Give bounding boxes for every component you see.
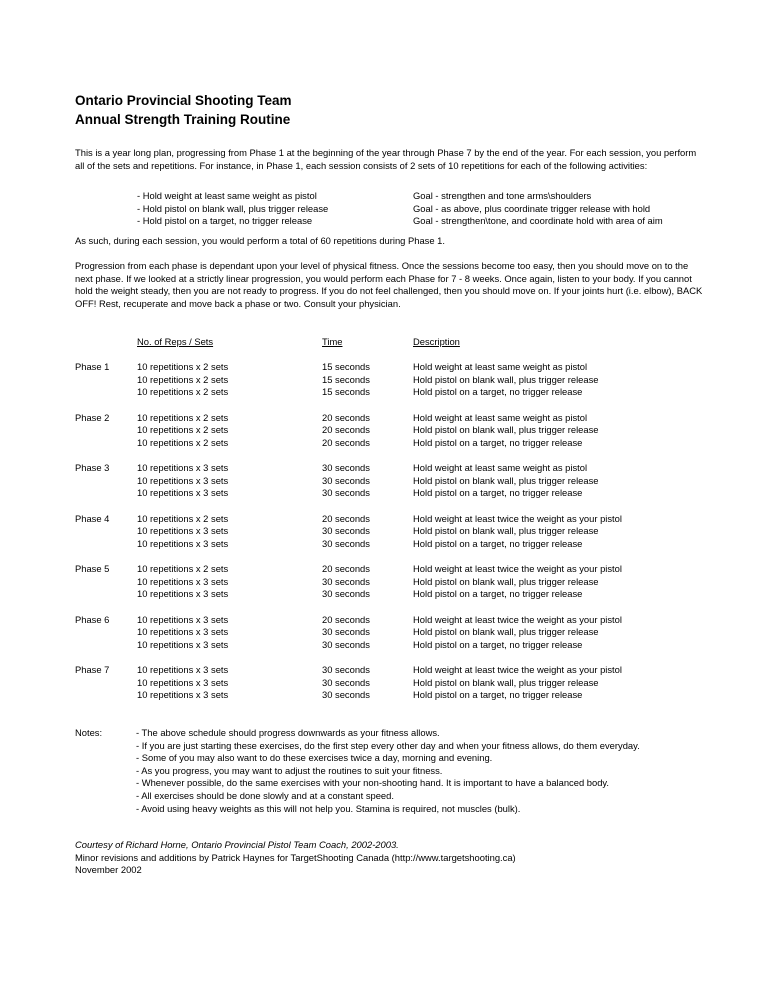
description-cell: Hold pistol on a target, no trigger release: [413, 436, 583, 448]
description-cell: Hold pistol on a target, no trigger release: [413, 588, 583, 600]
time-cell: 20 seconds: [322, 613, 370, 625]
footer: [75, 839, 516, 877]
reps-cell: 10 repetitions x 3 sets: [137, 613, 229, 625]
reps-cell: 10 repetitions x 2 sets: [137, 361, 229, 372]
description-cell: Hold pistol on a target, no trigger release: [413, 386, 583, 398]
description-cell: Hold pistol on blank wall, plus trigger release: [413, 373, 599, 385]
phase-name: Phase 6: [75, 613, 110, 625]
date-line: November 2002: [75, 864, 142, 876]
phase-row: [75, 412, 715, 425]
reps-cell: 10 repetitions x 3 sets: [137, 626, 229, 638]
time-cell: 30 seconds: [322, 626, 370, 638]
phase-name: Phase 7: [75, 664, 110, 675]
phase-name: Phase 4: [75, 512, 110, 524]
time-cell: 15 seconds: [322, 386, 370, 398]
phase-name: Phase 1: [75, 361, 110, 372]
description-cell: Hold pistol on blank wall, plus trigger release: [413, 424, 599, 436]
time-cell: 30 seconds: [322, 638, 370, 650]
reps-cell: 10 repetitions x 3 sets: [137, 525, 229, 537]
phase-row: [75, 639, 715, 652]
time-cell: 15 seconds: [322, 373, 370, 385]
header-time: Time: [322, 336, 343, 347]
time-cell: 30 seconds: [322, 664, 370, 675]
time-cell: 20 seconds: [322, 563, 370, 574]
time-cell: 20 seconds: [322, 424, 370, 436]
reps-cell: 10 repetitions x 2 sets: [137, 563, 229, 574]
activity-goal: Goal - as above, plus coordinate trigger release with hold: [413, 202, 651, 214]
phase-row: [75, 626, 715, 639]
credit-line: Courtesy of Richard Horne, Ontario Provincial Pistol Team Coach, 2002-2003.: [75, 839, 399, 850]
phase-row: [75, 525, 715, 538]
reps-cell: 10 repetitions x 3 sets: [137, 689, 229, 701]
note-item: - Some of you may also want to do these exercises twice a day, morning and evening.: [136, 752, 493, 764]
description-cell: Hold pistol on a target, no trigger release: [413, 638, 583, 650]
time-cell: 30 seconds: [322, 474, 370, 486]
time-cell: 30 seconds: [322, 525, 370, 537]
activities-list: [137, 190, 663, 228]
intro-paragraph: This is a year long plan, progressing from Phase 1 at the beginning of the year through Phase 7 by the end of the year. For each session, you perform all of the sets and repetitions. For instance, in Phase 1, each session consists of 2 sets of 10 repetitions for each of the following activities:: [75, 147, 697, 171]
phase-row: [75, 614, 715, 627]
note-item: - Avoid using heavy weights as this will not help you. Stamina is required, not muscles (bulk).: [136, 802, 521, 814]
note-item: - As you progress, you may want to adjust the routines to suit your fitness.: [136, 764, 443, 776]
reps-cell: 10 repetitions x 3 sets: [137, 638, 229, 650]
description-cell: Hold pistol on a target, no trigger release: [413, 487, 583, 499]
description-cell: Hold pistol on blank wall, plus trigger release: [413, 676, 599, 688]
phase-row: [75, 677, 715, 690]
reps-cell: 10 repetitions x 2 sets: [137, 436, 229, 448]
reps-cell: 10 repetitions x 3 sets: [137, 537, 229, 549]
reps-cell: 10 repetitions x 2 sets: [137, 424, 229, 436]
phase-row: [75, 513, 715, 526]
title-line-2: Annual Strength Training Routine: [75, 112, 291, 127]
reps-cell: 10 repetitions x 2 sets: [137, 373, 229, 385]
time-cell: 30 seconds: [322, 487, 370, 499]
activity-text: - Hold weight at least same weight as pistol: [137, 190, 317, 201]
description-cell: Hold weight at least same weight as pistol: [413, 462, 588, 473]
reps-cell: 10 repetitions x 3 sets: [137, 676, 229, 688]
phase-row: [75, 689, 715, 702]
time-cell: 30 seconds: [322, 689, 370, 701]
description-cell: Hold pistol on blank wall, plus trigger release: [413, 474, 599, 486]
phase-row: [75, 386, 715, 399]
activity-text: - Hold pistol on a target, no trigger release: [137, 215, 313, 227]
revisions-line: Minor revisions and additions by Patrick Haynes for TargetShooting Canada (http://www.targetshooting.ca): [75, 851, 516, 863]
reps-cell: 10 repetitions x 3 sets: [137, 575, 229, 587]
phase-row: [75, 487, 715, 500]
description-cell: Hold weight at least twice the weight as your pistol: [413, 512, 622, 524]
time-cell: 20 seconds: [322, 512, 370, 524]
time-cell: 30 seconds: [322, 575, 370, 587]
phase-row: [75, 462, 715, 475]
phase-row: [75, 664, 715, 677]
description-cell: Hold weight at least twice the weight as your pistol: [413, 664, 622, 675]
note-item: - Whenever possible, do the same exercises with your non-shooting hand. It is important to have a balanced body.: [136, 777, 610, 789]
phase-name: Phase 3: [75, 462, 110, 473]
phase-row: [75, 361, 715, 374]
time-cell: 30 seconds: [322, 462, 370, 473]
phase-row: [75, 424, 715, 437]
phase-row: [75, 437, 715, 450]
time-cell: 15 seconds: [322, 361, 370, 372]
summary-paragraph: As such, during each session, you would perform a total of 60 repetitions during Phase 1.: [75, 235, 446, 246]
title-line-1: Ontario Provincial Shooting Team: [75, 93, 292, 108]
activity-row: [137, 215, 663, 228]
reps-cell: 10 repetitions x 3 sets: [137, 664, 229, 675]
phase-row: [75, 563, 715, 576]
time-cell: 30 seconds: [322, 537, 370, 549]
phase-row: [75, 588, 715, 601]
reps-cell: 10 repetitions x 3 sets: [137, 462, 229, 473]
reps-cell: 10 repetitions x 3 sets: [137, 588, 229, 600]
notes-list: [136, 727, 716, 815]
note-item: - All exercises should be done slowly and at a constant speed.: [136, 789, 394, 801]
activity-goal: Goal - strengthen\tone, and coordinate hold with area of aim: [413, 215, 663, 227]
phase-name: Phase 5: [75, 563, 110, 574]
reps-cell: 10 repetitions x 3 sets: [137, 487, 229, 499]
time-cell: 20 seconds: [322, 436, 370, 448]
notes-label: Notes:: [75, 727, 103, 738]
note-item: - The above schedule should progress downwards as your fitness allows.: [136, 727, 440, 738]
reps-cell: 10 repetitions x 2 sets: [137, 512, 229, 524]
reps-cell: 10 repetitions x 2 sets: [137, 411, 229, 423]
time-cell: 20 seconds: [322, 411, 370, 423]
phase-row: [75, 374, 715, 387]
time-cell: 30 seconds: [322, 676, 370, 688]
description-cell: Hold weight at least twice the weight as your pistol: [413, 563, 622, 574]
activity-goal: Goal - strengthen and tone arms\shoulders: [413, 190, 592, 201]
header-description: Description: [413, 336, 460, 347]
phase-name: Phase 2: [75, 411, 110, 423]
activity-text: - Hold pistol on blank wall, plus trigger release: [137, 202, 329, 214]
activity-row: [137, 203, 663, 216]
description-cell: Hold weight at least twice the weight as your pistol: [413, 613, 622, 625]
reps-cell: 10 repetitions x 3 sets: [137, 474, 229, 486]
progression-paragraph: Progression from each phase is dependant upon your level of physical fitness. Once the sessions become too easy, then you should move on to the next phase. If we looked at a strictly linear progression, you would perform each Phase for 7 - 8 weeks. Once again, listen to your body. If you cannot hold the weight steady, then you are not ready to progress. If you do not feel challenged, then you should move on. If your joints hurt (i.e. elbow), BACK OFF! Rest, recuperate and move back a phase or two. Consult your physician.: [75, 260, 703, 309]
description-cell: Hold pistol on a target, no trigger release: [413, 689, 583, 701]
description-cell: Hold pistol on blank wall, plus trigger release: [413, 626, 599, 638]
description-cell: Hold pistol on blank wall, plus trigger release: [413, 575, 599, 587]
description-cell: Hold pistol on blank wall, plus trigger release: [413, 525, 599, 537]
note-item: - If you are just starting these exercises, do the first step every other day and when your fitness allows, do them everyday.: [136, 739, 640, 751]
phase-row: [75, 538, 715, 551]
phase-row: [75, 576, 715, 589]
description-cell: Hold weight at least same weight as pistol: [413, 361, 588, 372]
reps-cell: 10 repetitions x 2 sets: [137, 386, 229, 398]
time-cell: 30 seconds: [322, 588, 370, 600]
activity-row: [137, 190, 663, 203]
description-cell: Hold pistol on a target, no trigger release: [413, 537, 583, 549]
description-cell: Hold weight at least same weight as pistol: [413, 411, 588, 423]
header-reps: No. of Reps / Sets: [137, 336, 214, 347]
phase-row: [75, 475, 715, 488]
